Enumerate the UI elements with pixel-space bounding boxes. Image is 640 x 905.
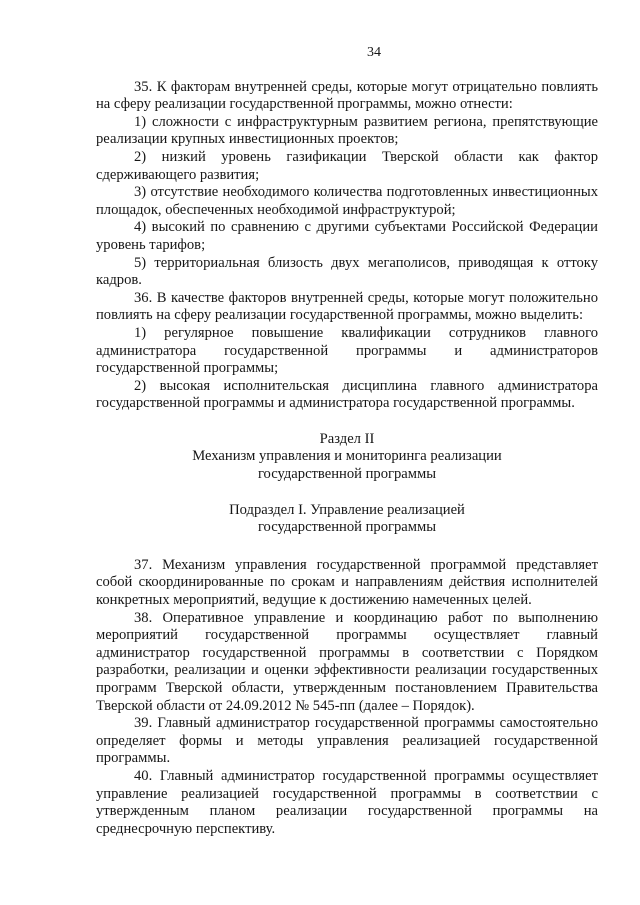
paragraph-35: 35. К факторам внутренней среды, которые могут отрицательно повлиять на сферу реализации государственной программы, можно отнести: <box>96 78 598 113</box>
paragraph-38: 38. Оперативное управление и координацию работ по выполнению мероприятий государственной программы осуществляет главный администратор государственной программы в соответствии с Порядком разработки, реализации и оценки эффективности реализации государственных программ Тверской области, утвержденным постановлением Правительства Тверской области от 24.09.2012 № 545-пп (далее – Порядок). <box>96 609 598 714</box>
list-item-36-2: 2) высокая исполнительская дисциплина главного администратора государственной программы и администратора государственной программы. <box>96 377 598 412</box>
section-title-line-1: Механизм управления и мониторинга реализации <box>192 448 502 465</box>
subsection-title-line-2: государственной программы <box>257 519 437 536</box>
paragraph-37: 37. Механизм управления государственной программой представляет собой скоординированные по срокам и направлениям действия исполнителей конкретных мероприятий, ведущие к достижению намеченных целей. <box>96 556 598 609</box>
paragraph-40: 40. Главный администратор государственной программы осуществляет управление реализацией государственной программы в соответствии с утвержденным планом реализации государственной программы на среднесрочную перспективу. <box>96 767 598 837</box>
list-item-35-4: 4) высокий по сравнению с другими субъектами Российской Федерации уровень тарифов; <box>96 219 598 253</box>
list-item-35-5: 5) территориальная близость двух мегаполисов, приводящая к оттоку кадров. <box>96 254 598 289</box>
paragraph-36: 36. В качестве факторов внутренней среды, которые могут положительно повлиять на сферу реализации государственной программы, можно выделить: <box>96 289 598 324</box>
section-label: Раздел II <box>319 430 375 447</box>
paragraph-39: 39. Главный администратор государственной программы самостоятельно определяет формы и методы управления реализацией государственной программы. <box>96 715 598 767</box>
list-item-35-1: 1) сложности с инфраструктурным развитием региона, препятствующие реализации крупных инвестиционных проектов; <box>96 113 598 148</box>
page-number: 34 <box>367 45 381 60</box>
subsection-title-line-1: Подраздел I. Управление реализацией <box>229 501 465 518</box>
list-item-35-3: 3) отсутствие необходимого количества подготовленных инвестиционных площадок, обеспеченных необходимой инфраструктурой; <box>96 184 598 218</box>
list-item-35-2: 2) низкий уровень газификации Тверской области как фактор сдерживающего развития; <box>96 148 598 183</box>
list-item-36-1: 1) регулярное повышение квалификации сотрудников главного администратора государственной программы и администраторов государственной программы; <box>96 324 598 377</box>
section-title-line-2: государственной программы <box>257 466 437 483</box>
